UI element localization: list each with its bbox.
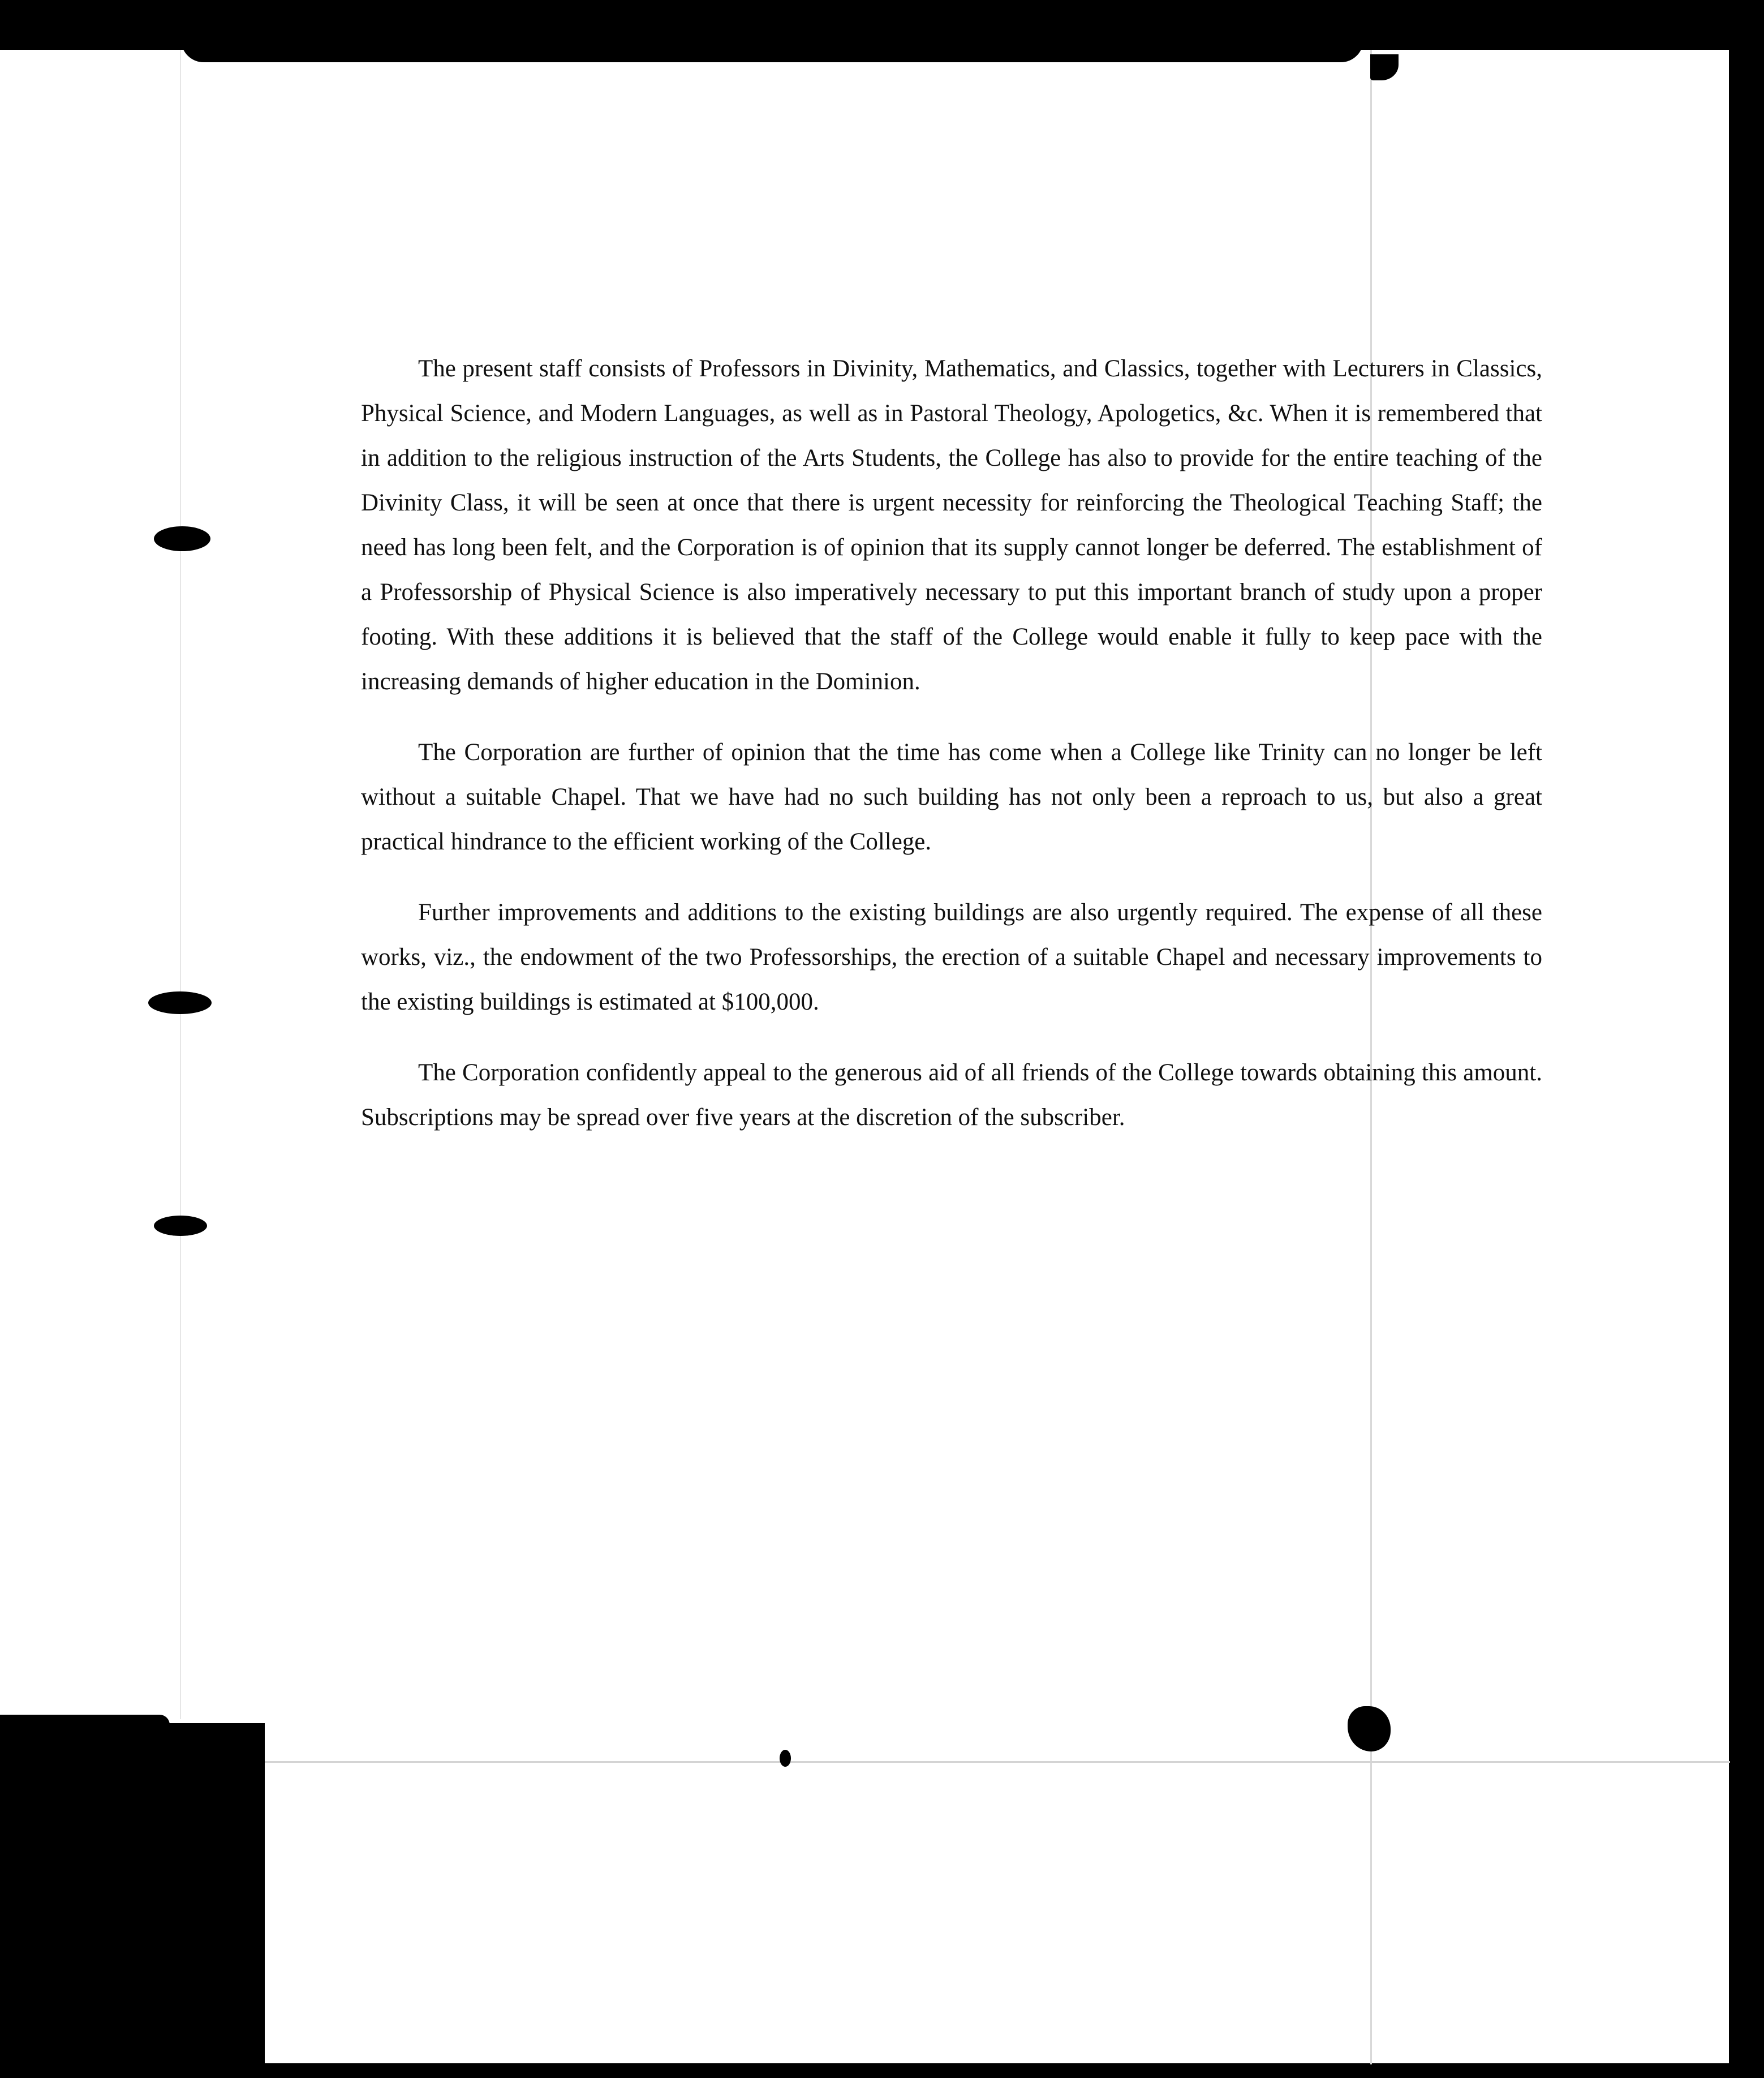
scan-border-right <box>1729 0 1764 2078</box>
document-body <box>361 346 1542 1166</box>
left-fold-line <box>180 50 181 1719</box>
horizontal-fold-line <box>265 1761 1730 1763</box>
ink-blot <box>780 1750 791 1767</box>
ink-blot <box>1348 1706 1391 1751</box>
corner-shadow-block <box>0 1723 265 2078</box>
ink-blot <box>154 526 210 551</box>
paragraph-appeal: The Corporation confidently appeal to the generous aid of all friends of the College towards obtaining this amount. Subscriptions may be spread over five years at the discretion of the subscriber. <box>361 1059 1542 1131</box>
ink-blot <box>154 1216 207 1236</box>
paragraph-improvements: Further improvements and additions to the existing buildings are also urgently required. The expense of all these works, viz., the endowment of the two Professorships, the erection of a suitable Chapel and necessary improvements to the existing buildings is estimated at $100,000. <box>361 899 1542 1015</box>
ink-blot <box>148 991 212 1014</box>
paragraph-staff: The present staff consists of Professors in Divinity, Mathematics, and Classics, together with Lecturers in Classics, Physical Science, and Modern Languages, as well as in Pastoral Theology, Apologetics, &c. When it is remembered that in addition to the religious instruction of the Arts Students, the College has also to provide for the entire teaching of the Divinity Class, it will be seen at once that there is urgent necessity for reinforcing the Theological Teaching Staff; the need has long been felt, and the Corporation is of opinion that its supply cannot longer be deferred. The establishment of a Professorship of Physical Science is also imperatively necessary to put this important branch of study upon a proper footing. With these additions it is believed that the staff of the College would enable it fully to keep pace with the increasing demands of higher education in the Dominion. <box>361 355 1542 695</box>
paragraph-chapel: The Corporation are further of opinion that the time has come when a College like Trinity can no longer be left without a suitable Chapel. That we have had no such building has not only been a reproach to us, but also a great practical hindrance to the efficient working of the College. <box>361 739 1542 855</box>
ink-blot <box>1370 54 1399 80</box>
page-edge-curl <box>181 40 1363 62</box>
